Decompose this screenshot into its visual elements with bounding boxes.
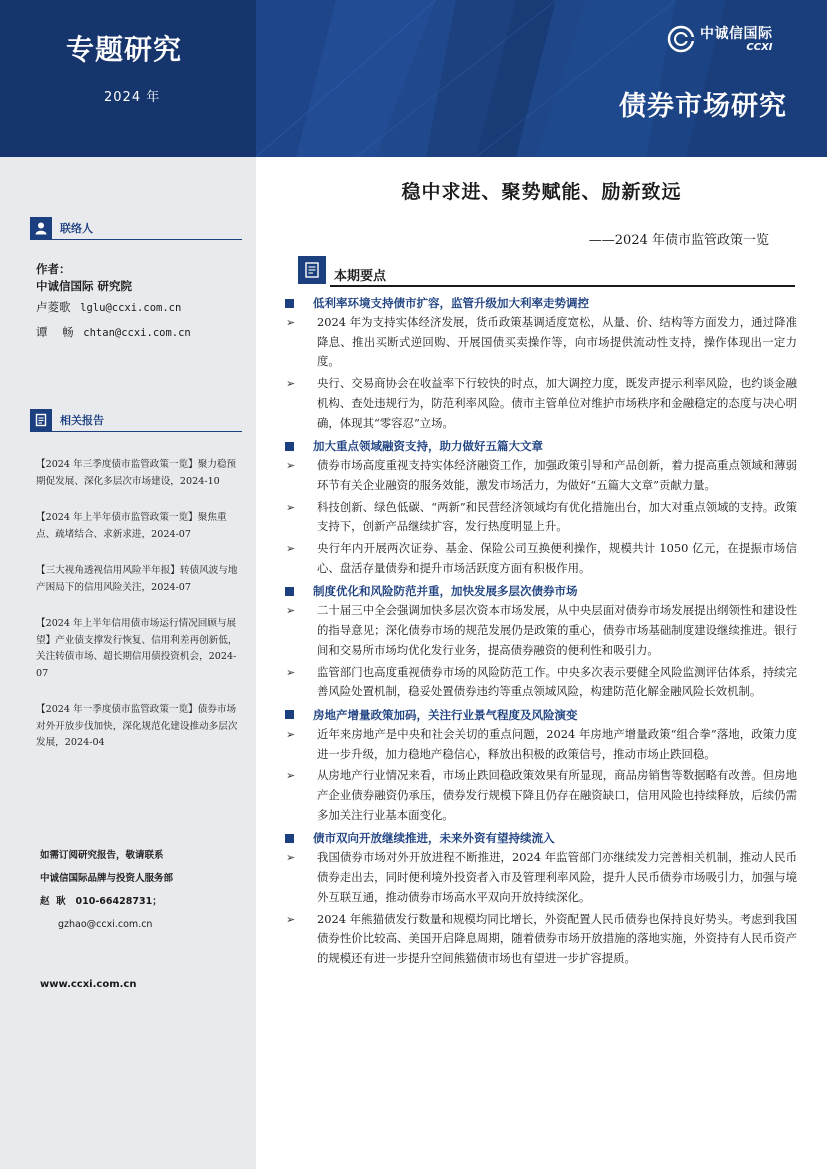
bullet-text: 央行、交易商协会在收益率下行较快的时点，加大调控力度，既发声提示利率风险，也约谈金融机构、查处违规行为，防范利率风险。债市主管单位对维护市场秩序和金融稳定的态度与决心明确，体现其“零容忍”立场。 <box>317 376 797 430</box>
square-bullet-icon <box>285 299 294 308</box>
arrow-bullet-icon: ➢ <box>286 459 296 473</box>
section-heading-text: 债市双向开放继续推进，未来外资有望持续流入 <box>313 831 555 846</box>
contact-email[interactable]: lglu@ccxi.com.cn <box>80 302 182 314</box>
arrow-bullet-icon: ➢ <box>286 542 296 556</box>
bullet-text: 二十届三中全会强调加快多层次资本市场发展，从中央层面对债券市场发展提出纲领性和建设性的指导意见；深化债券市场的规范发展仍是政策的重心，债券市场基础制度建设继续推进。银行间和交易所市场均优化发行业务，提高债券融资的便利性和吸引力。 <box>317 603 797 657</box>
bullet-text: 我国债券市场对外开放进程不断推进，2024 年监管部门亦继续发力完善相关机制，推动人民币债券走出去，同时便利境外投资者入市及管理利率风险，提升人民币债券市场吸引力，加强与境外互联互通，推动债券市场高水平双向开放持续深化。 <box>317 850 797 904</box>
square-bullet-icon <box>285 442 294 451</box>
related-report-link[interactable]: 【2024 年上半年信用债市场运行情况回顾与展望】产业债支撑发行恢复、信用利差再创新低，关注转债市场、超长期信用债投资机会，2024-07 <box>36 618 238 679</box>
arrow-bullet-icon: ➢ <box>286 604 296 618</box>
document-icon <box>30 409 52 431</box>
subscribe-contact: 赵 耿 010-66428731； <box>40 896 162 907</box>
square-bullet-icon <box>285 710 294 719</box>
ccxi-logo-icon <box>666 24 696 54</box>
document-title: 稳中求进、聚势赋能、励新致远 <box>401 181 682 203</box>
arrow-bullet-icon: ➢ <box>286 377 296 391</box>
bullet-text: 监管部门也高度重视债券市场的风险防范工作。中央多次表示要健全风险监测评估体系，持续完善风险处置机制，稳妥处置债券违约等重点领域风险，构建防范化解金融风险长效机制。 <box>317 664 797 699</box>
section-heading <box>285 583 797 599</box>
section-heading <box>285 707 797 723</box>
bullet-text: 央行年内开展两次证券、基金、保险公司互换便利操作，规模共计 1050 亿元，在提振市场信心、盘活存量债券和提升市场活跃度方面有积极作用。 <box>317 541 797 575</box>
related-report-link[interactable]: 【2024 年上半年债市监管政策一览】聚焦重点、疏堵结合、求新求进，2024-07 <box>36 512 227 540</box>
website-link[interactable]: www.ccxi.com.cn <box>40 979 137 990</box>
section-heading-text: 低利率环境支持债市扩容，监管升级加大利率走势调控 <box>313 296 589 310</box>
report-category: 债券市场研究 <box>619 91 787 122</box>
section-heading-text: 房地产增量政策加码，关注行业景气程度及风险演变 <box>313 707 578 722</box>
sidebar <box>0 157 256 1169</box>
contact-person-icon <box>30 217 52 239</box>
bullet-item <box>285 539 797 578</box>
header-band <box>0 0 827 157</box>
author-label: 作者： <box>36 262 71 276</box>
contact-row <box>36 297 246 318</box>
contact-email[interactable]: chtan@ccxi.com.cn <box>83 327 191 339</box>
related-divider <box>30 431 242 432</box>
author-org: 中诚信国际 研究院 <box>36 279 133 293</box>
highlights-divider <box>330 285 795 287</box>
arrow-bullet-icon: ➢ <box>286 727 296 741</box>
ccxi-logo <box>666 24 773 54</box>
logo-name-cn: 中诚信国际 <box>700 25 773 42</box>
highlights-content <box>285 290 797 969</box>
bullet-text: 2024 年熊猫债发行数量和规模均同比增长，外资配置人民币债券也保持良好势头。考虑到我国债券性价比较高、美国开启降息周期，随着债券市场开放措施的落地实施，外资持有人民币资产的规模还有进一步提升空间熊猫债市场也有望进一步扩容提质。 <box>317 911 797 965</box>
bullet-item <box>285 498 797 537</box>
related-reports-list <box>36 457 240 772</box>
contact-name: 谭 畅 <box>36 325 74 339</box>
logo-text <box>700 26 773 53</box>
highlights-header <box>298 256 386 284</box>
related-reports-section-header <box>30 409 104 431</box>
related-report-link[interactable]: 【2024 年一季度债市监管政策一览】债券市场对外开放步伐加快，深化规范化建设推动多层次发展，2024-04 <box>36 704 238 748</box>
section-heading <box>285 438 797 454</box>
bullet-text: 债券市场高度重视支持实体经济融资工作，加强政策引导和产品创新，着力提高重点领域和薄弱环节有关企业融资的服务效能，激发市场活力，为做好“五篇大文章”贡献力量。 <box>317 458 797 492</box>
highlights-label: 本期要点 <box>334 269 387 284</box>
arrow-bullet-icon: ➢ <box>286 912 296 926</box>
arrow-bullet-icon: ➢ <box>286 500 296 514</box>
contacts-label: 联络人 <box>60 222 93 235</box>
square-bullet-icon <box>285 834 294 843</box>
logo-name-en: CCXI <box>746 41 773 53</box>
bullet-text: 2024 年为支持实体经济发展，货币政策基调适度宽松，从量、价、结构等方面发力，通过降准降息、推出买断式逆回购、开展国债买卖操作等，向市场提供流动性支持，操作体现出一定力度。 <box>317 315 797 369</box>
bullet-item <box>285 848 797 907</box>
contacts-divider <box>30 239 242 240</box>
bullet-item <box>285 725 797 764</box>
bullet-item <box>285 910 797 969</box>
bullet-item <box>285 374 797 433</box>
bullet-item <box>285 456 797 495</box>
section-heading <box>285 295 797 311</box>
subscribe-org: 中诚信国际品牌与投资人服务部 <box>40 873 174 884</box>
bullet-text: 从房地产行业情况来看，市场止跌回稳政策效果有所显现，商品房销售等数据略有改善。但房地产企业债券融资仍承压，债券发行规模下降且仍存在融资缺口，信用风险也持续释放，后续仍需多加关注行业基本面变化。 <box>317 768 797 822</box>
report-year: 2024 年 <box>104 90 161 105</box>
contact-name: 卢菱歌 <box>36 300 71 314</box>
section-heading-text: 加大重点领域融资支持，助力做好五篇大文章 <box>313 439 543 454</box>
bullet-item <box>285 601 797 660</box>
arrow-bullet-icon: ➢ <box>286 665 296 679</box>
subscribe-email[interactable]: gzhao@ccxi.com.cn <box>58 919 153 930</box>
header-left-panel <box>0 0 256 157</box>
arrow-bullet-icon: ➢ <box>286 316 296 329</box>
related-report-link[interactable]: 【2024 年三季度债市监管政策一览】聚力稳预期促发展、深化多层次市场建设，2024-10 <box>36 459 237 487</box>
section-heading <box>285 830 797 846</box>
section-heading-text: 制度优化和风险防范并重，加快发展多层次债券市场 <box>313 584 578 599</box>
arrow-bullet-icon: ➢ <box>286 851 296 865</box>
arrow-bullet-icon: ➢ <box>286 769 296 783</box>
notepad-icon <box>298 256 326 284</box>
square-bullet-icon <box>285 587 294 596</box>
bullet-item <box>285 663 797 702</box>
contact-row <box>36 322 246 343</box>
contact-block <box>36 261 246 343</box>
bullet-text: 近年来房地产是中央和社会关切的重点问题，2024 年房地产增量政策“组合拳”落地，政策力度进一步升级，加力稳地产稳信心，释放出积极的政策信号，推动市场止跌回稳。 <box>317 726 797 761</box>
bullet-item <box>285 313 797 372</box>
related-report-link[interactable]: 【三大视角透视信用风险半年报】转债风波与地产困局下的信用风险关注，2024-07 <box>36 565 238 593</box>
report-type-title: 专题研究 <box>66 33 183 66</box>
subscribe-title: 如需订阅研究报告，敬请联系 <box>40 850 164 861</box>
document-subtitle: ——2024 年债市监管政策一览 <box>588 233 769 248</box>
related-reports-label: 相关报告 <box>60 414 104 427</box>
bullet-text: 科技创新、绿色低碳、“两新”和民营经济领域均有优化措施出台，加大对重点领域的支持。政策支持下，创新产品继续扩容，发行热度明显上升。 <box>317 499 797 534</box>
contacts-section-header <box>30 217 93 239</box>
bullet-item <box>285 766 797 825</box>
subscription-info <box>40 847 240 939</box>
